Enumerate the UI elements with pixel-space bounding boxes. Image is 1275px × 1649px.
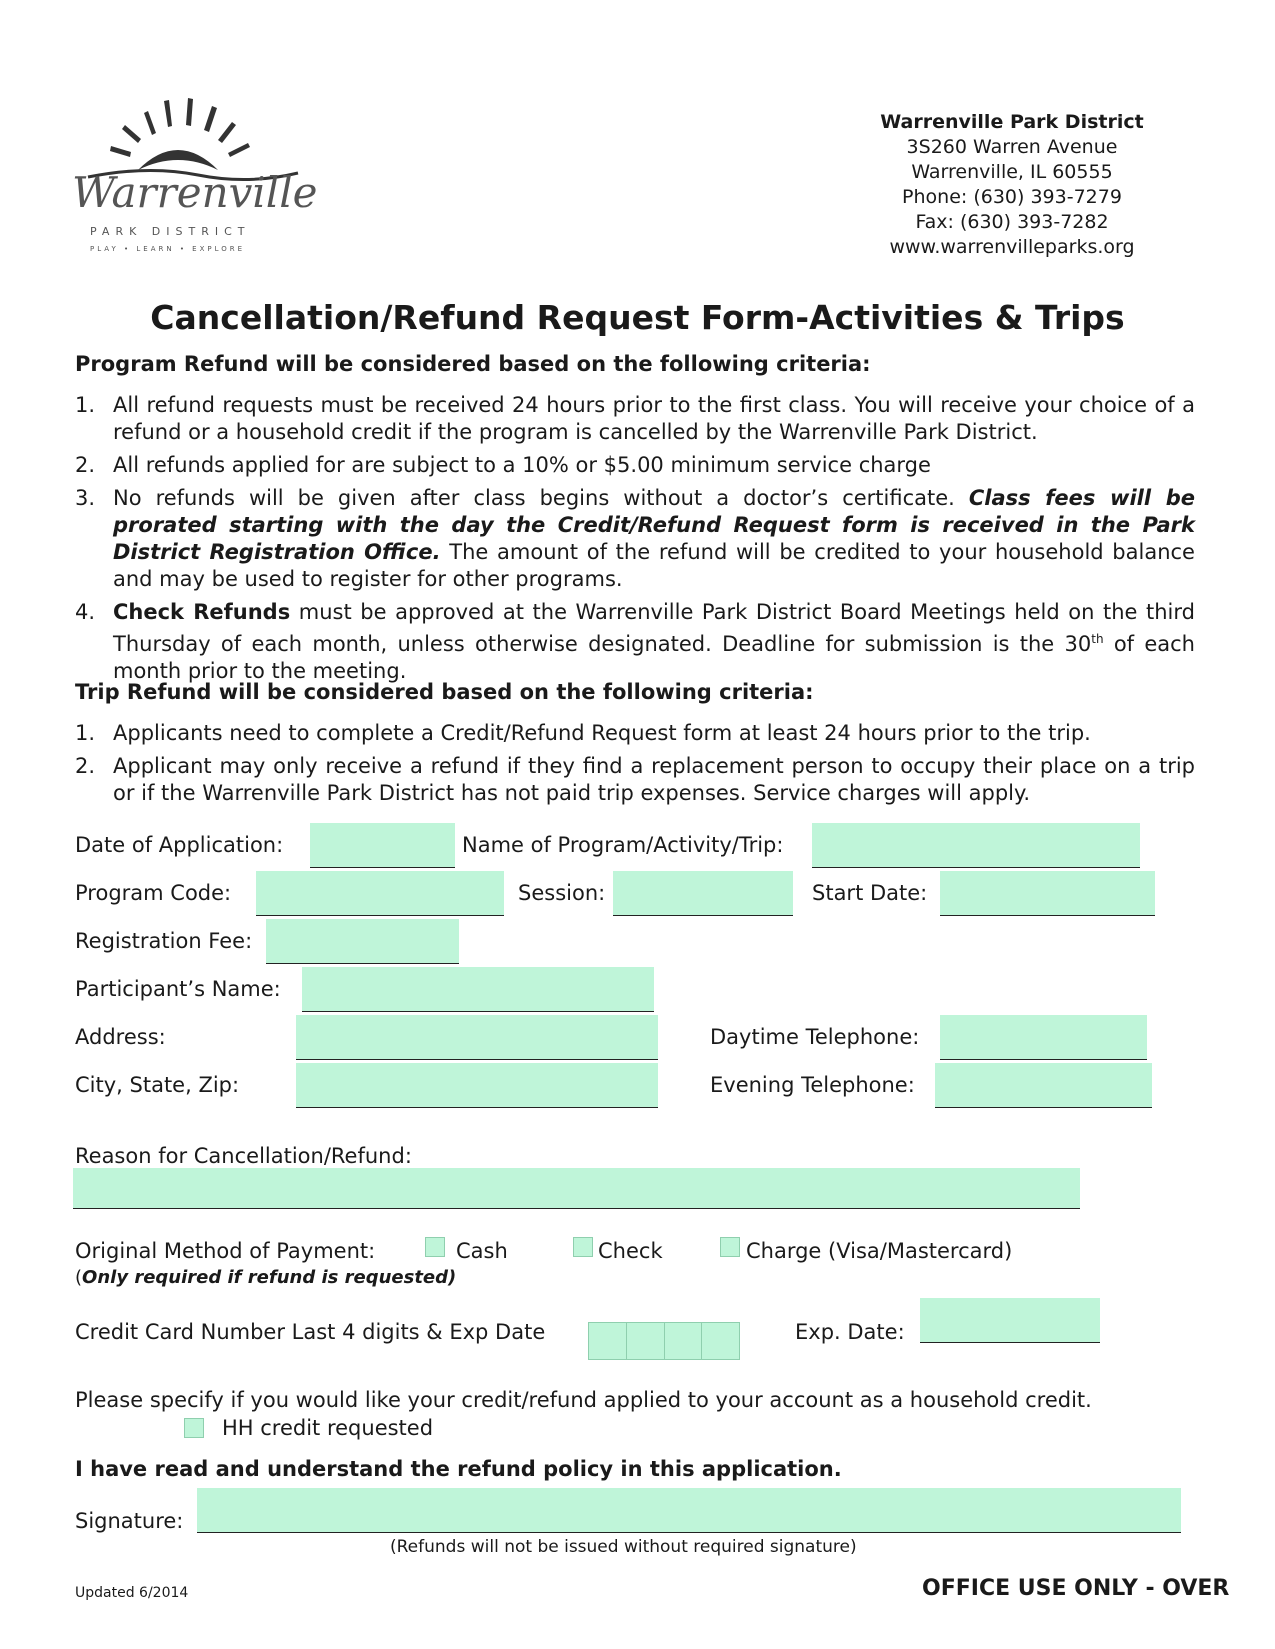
list-item: 2. Applicant may only receive a refund if they find a replacement person to occupy their place on a trip or if the Warrenville Park District has not paid trip expenses. Service charges will apply. — [75, 754, 1195, 805]
list-item: 3. No refunds will be given after class begins without a doctor’s certificate. Class fees will be prorated starting with the day the Credit/Refund Request form is received in the Park District Registration Office. The amount of the refund will be credited to your household balance and may be used to register for other programs. — [75, 486, 1195, 591]
date-of-application-label: Date of Application: — [75, 833, 284, 857]
registration-fee-field[interactable] — [266, 919, 459, 964]
list-item: 4. Check Refunds must be approved at the Warrenville Park District Board Meetings held on the third Thursday of each month, unless otherwise designated. Deadline for submission is the 30th of each month prior to the meeting. — [75, 600, 1195, 683]
org-website: www.warrenvilleparks.org — [889, 236, 1135, 258]
evening-telephone-field[interactable] — [935, 1063, 1152, 1108]
digit-box[interactable] — [627, 1323, 665, 1359]
evening-telephone-label: Evening Telephone: — [710, 1073, 915, 1097]
signature-field[interactable] — [197, 1488, 1181, 1533]
check-checkbox[interactable] — [573, 1237, 593, 1257]
digit-box[interactable] — [589, 1323, 627, 1359]
address-label: Address: — [75, 1025, 166, 1049]
address-block — [862, 110, 1162, 260]
updated-date: Updated 6/2014 — [75, 1585, 189, 1601]
charge-label: Charge (Visa/Mastercard) — [746, 1239, 1013, 1263]
program-heading: Program Refund will be considered based on the following criteria: — [75, 352, 871, 376]
hh-credit-checkbox[interactable] — [184, 1418, 204, 1438]
list-item: 1. Applicants need to complete a Credit/Refund Request form at least 24 hours prior to the trip. — [75, 721, 1091, 745]
cash-checkbox[interactable] — [425, 1237, 445, 1257]
org-city: Warrenville, IL 60555 — [911, 161, 1113, 183]
trip-heading: Trip Refund will be considered based on the following criteria: — [75, 680, 814, 704]
reason-label: Reason for Cancellation/Refund: — [75, 1144, 412, 1168]
org-name: Warrenville Park District — [880, 111, 1144, 133]
org-street: 3S260 Warren Avenue — [906, 136, 1118, 158]
cash-label: Cash — [456, 1239, 508, 1263]
date-of-application-field[interactable] — [310, 823, 455, 868]
city-state-zip-label: City, State, Zip: — [75, 1073, 240, 1097]
org-phone: Phone: (630) 393-7279 — [902, 186, 1122, 208]
registration-fee-label: Registration Fee: — [75, 929, 253, 953]
digit-box[interactable] — [665, 1323, 703, 1359]
card-last-four-input[interactable] — [588, 1322, 740, 1360]
daytime-telephone-field[interactable] — [940, 1015, 1147, 1060]
trip-criteria-list — [75, 720, 1195, 813]
list-item: 2. All refunds applied for are subject to a 10% or $5.00 minimum service charge — [75, 453, 931, 477]
signature-label: Signature: — [75, 1509, 184, 1533]
check-label: Check — [598, 1239, 663, 1263]
payment-note: (Only required if refund is requested) — [75, 1267, 457, 1288]
payment-method-label: Original Method of Payment: — [75, 1239, 376, 1263]
policy-statement: I have read and understand the refund policy in this application. — [75, 1457, 842, 1481]
session-field[interactable] — [613, 871, 793, 916]
start-date-label: Start Date: — [812, 881, 928, 905]
program-code-label: Program Code: — [75, 881, 232, 905]
program-name-field[interactable] — [812, 823, 1140, 868]
program-criteria-list — [75, 392, 1195, 691]
exp-date-field[interactable] — [920, 1298, 1100, 1343]
daytime-telephone-label: Daytime Telephone: — [710, 1025, 920, 1049]
signature-note: (Refunds will not be issued without required signature) — [390, 1537, 857, 1557]
hh-credit-label: HH credit requested — [222, 1416, 434, 1440]
reason-field[interactable] — [73, 1168, 1080, 1209]
list-item: 1. All refund requests must be received 24 hours prior to the first class. You will receive your choice of a refund or a household credit if the program is cancelled by the Warrenville Park District. — [75, 393, 1195, 444]
org-fax: Fax: (630) 393-7282 — [915, 211, 1109, 233]
credit-card-label: Credit Card Number Last 4 digits & Exp Date — [75, 1320, 546, 1344]
address-field[interactable] — [296, 1015, 658, 1060]
exp-date-label: Exp. Date: — [795, 1320, 905, 1344]
logo-wordmark: Warrenville — [72, 168, 318, 217]
start-date-field[interactable] — [940, 871, 1155, 916]
household-credit-prompt: Please specify if you would like your credit/refund applied to your account as a household credit. — [75, 1388, 1092, 1412]
charge-checkbox[interactable] — [720, 1237, 740, 1257]
participant-name-label: Participant’s Name: — [75, 977, 281, 1001]
office-use-note: OFFICE USE ONLY - OVER — [922, 1576, 1230, 1601]
logo-tagline: PLAY • LEARN • EXPLORE — [90, 245, 246, 253]
program-code-field[interactable] — [256, 871, 504, 916]
digit-box[interactable] — [702, 1323, 739, 1359]
page-title: Cancellation/Refund Request Form-Activities & Trips — [150, 298, 1125, 337]
logo-subtitle: PARK DISTRICT — [90, 225, 251, 238]
program-name-label: Name of Program/Activity/Trip: — [462, 833, 784, 857]
session-label: Session: — [518, 881, 606, 905]
city-state-zip-field[interactable] — [296, 1063, 658, 1108]
participant-name-field[interactable] — [302, 967, 654, 1012]
